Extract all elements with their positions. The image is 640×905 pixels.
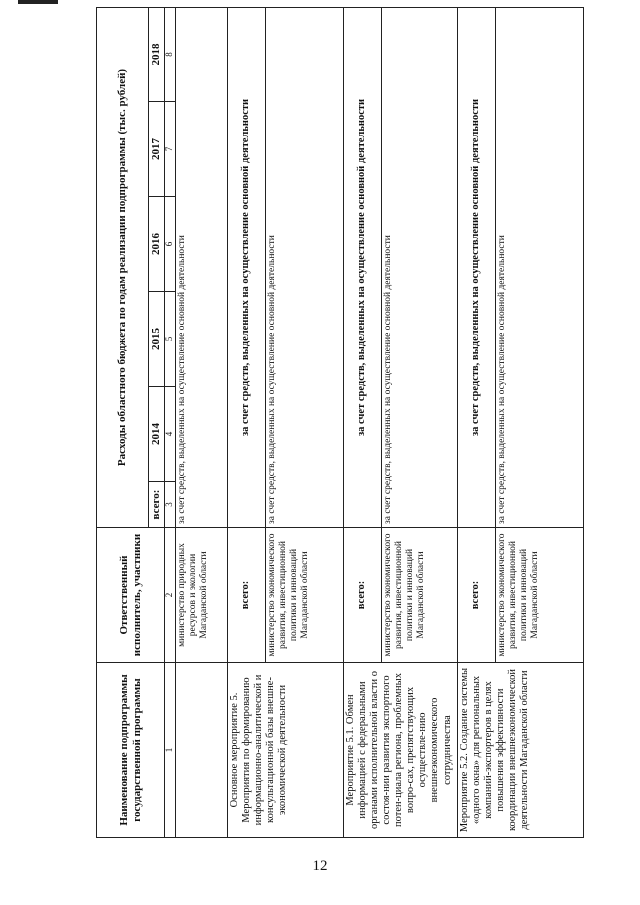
header-year-2015: 2015 [149, 292, 165, 387]
header-subprogram-name: Наименование подпрограммы государственной программы [97, 663, 165, 838]
col-number: 4 [165, 387, 176, 482]
row-funding: за счет средств, выделенных на осуществление основной деятельности [228, 7, 266, 527]
row-name: Основное мероприятие 5. Мероприятия по формированию информационно-аналитической и консультационной базы внешне-экономической деятельности [228, 663, 344, 838]
row-executor: всего: [458, 528, 496, 663]
col-number: 7 [165, 102, 176, 197]
table-row [344, 7, 382, 837]
scan-mark [18, 0, 58, 4]
row-funding: за счет средств, выделенных на осуществление основной деятельности [176, 7, 228, 527]
header-executor: Ответственный исполнитель, участники [97, 528, 165, 663]
row-name [176, 663, 228, 838]
page-number: 12 [312, 858, 328, 874]
row-executor: всего: [344, 528, 382, 663]
row-executor: министерство экономического развития, инвестиционной политики и инноваций Магаданской области [266, 528, 344, 663]
budget-table [96, 7, 584, 838]
row-name: Мероприятие 5.1. Обмен информацией с федеральными органами исполнительной власти о состоя-нии развития экспортного потен-циала региона, проблемных вопро-сах, препятствующих осуществле-нию внешнеэкономического сотрудничества [344, 663, 458, 838]
table-row [228, 7, 266, 837]
rotated-table-frame [96, 8, 584, 838]
col-number: 6 [165, 197, 176, 292]
header-year-2014: 2014 [149, 387, 165, 482]
header-year-2016: 2016 [149, 197, 165, 292]
col-number: 3 [165, 482, 176, 528]
row-name: Мероприятие 5.2. Создание системы «одного окна» для региональных компаний-экспортеров в целях повышения эффективности координации внешнеэкономической деятельности Магаданской области [458, 663, 584, 838]
header-year-2017: 2017 [149, 102, 165, 197]
table-row [176, 7, 228, 837]
row-executor: всего: [228, 528, 266, 663]
col-number: 1 [165, 663, 176, 838]
row-funding: за счет средств, выделенных на осуществление основной деятельности [458, 7, 496, 527]
col-number: 2 [165, 528, 176, 663]
col-number: 8 [165, 7, 176, 101]
row-executor: министерство экономического развития, инвестиционной политики и инноваций Магаданской области [496, 528, 584, 663]
row-funding: за счет средств, выделенных на осуществление основной деятельности [344, 7, 382, 527]
table-row [458, 7, 496, 837]
col-number: 5 [165, 292, 176, 387]
column-number-row [165, 7, 176, 837]
row-executor: министерство природных ресурсов и экологии Магаданской области [176, 528, 228, 663]
row-funding: за счет средств, выделенных на осуществление основной деятельности [382, 7, 458, 527]
row-funding: за счет средств, выделенных на осуществление основной деятельности [496, 7, 584, 527]
row-executor: министерство экономического развития, инвестиционной политики и инноваций Магаданской области [382, 528, 458, 663]
header-budget: Расходы областного бюджета по годам реализации подпрограммы (тыс. рублей) [97, 7, 149, 527]
header-total: всего: [149, 482, 165, 528]
header-year-2018: 2018 [149, 7, 165, 101]
row-funding: за счет средств, выделенных на осуществление основной деятельности [266, 7, 344, 527]
